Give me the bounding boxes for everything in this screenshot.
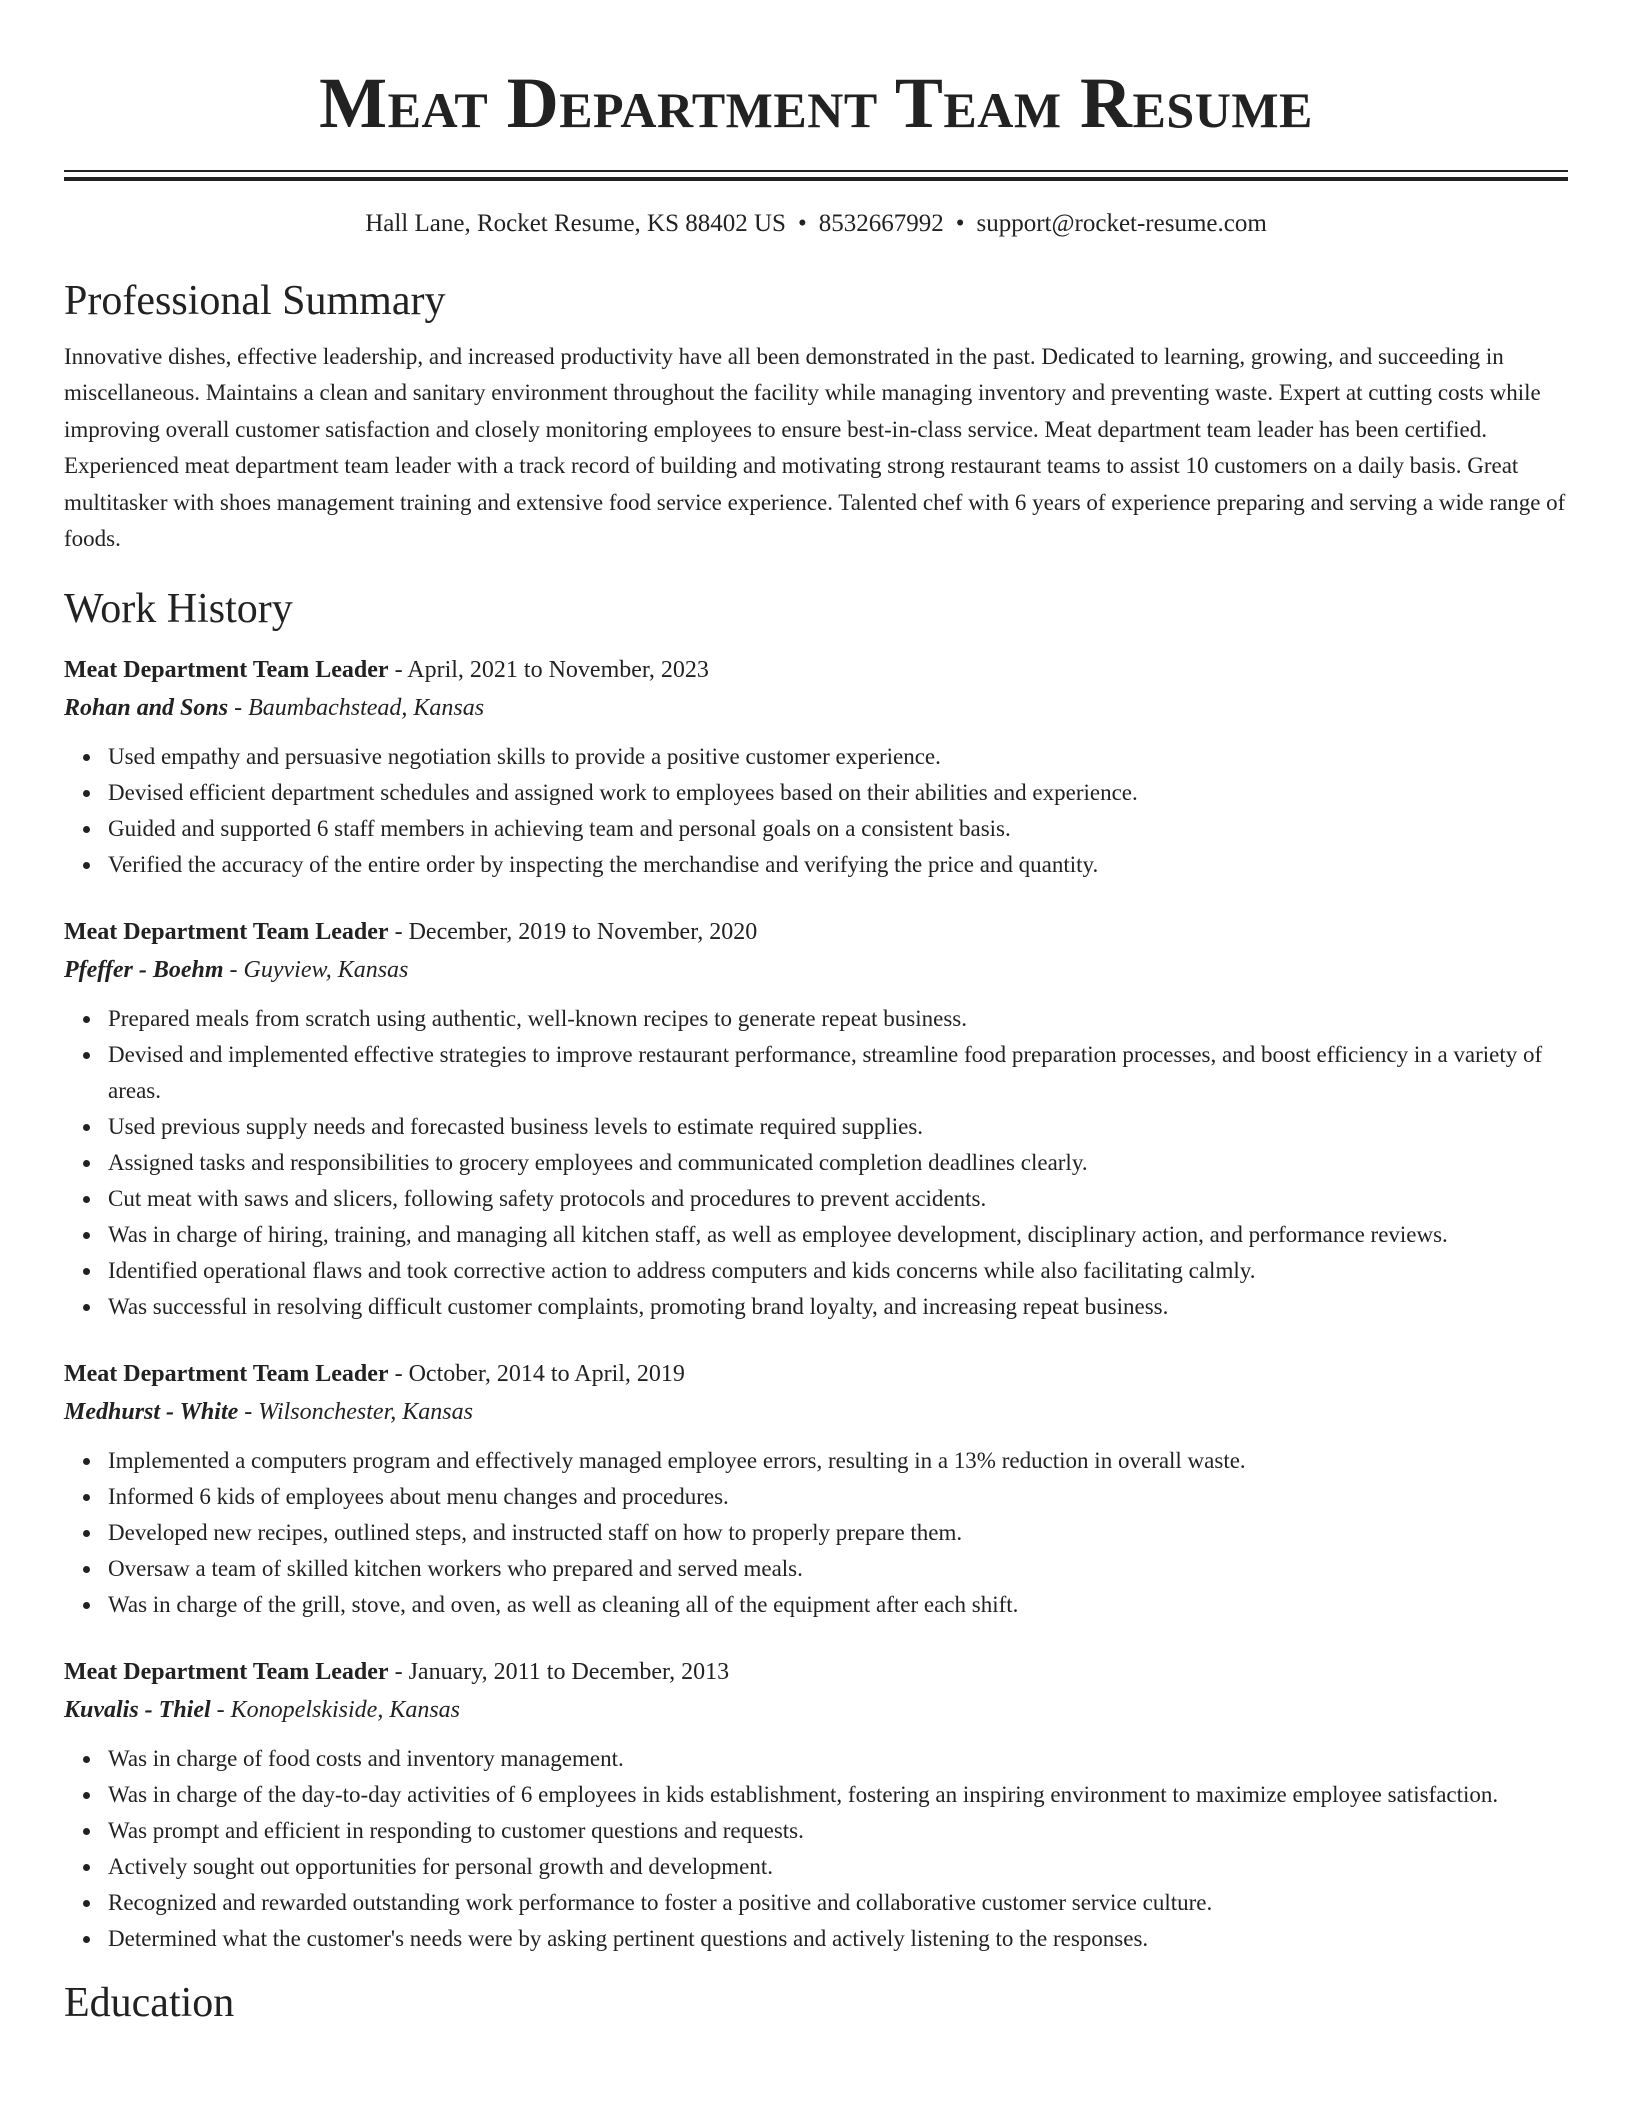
job-bullets	[64, 1001, 1568, 1325]
company-location: - Konopelskiside, Kansas	[210, 1697, 460, 1724]
resume-title: Meat Department Team Resume	[319, 63, 1313, 143]
job-title-line	[64, 1653, 1568, 1691]
job-bullet: Actively sought out opportunities for personal growth and development.	[108, 1849, 1568, 1885]
job-entry	[64, 913, 1568, 1325]
company-location: - Baumbachstead, Kansas	[228, 695, 485, 722]
education-heading: Education	[64, 1980, 235, 2027]
job-bullet: Verified the accuracy of the entire order by inspecting the merchandise and verifying the price and quantity.	[108, 847, 1568, 883]
summary-heading: Professional Summary	[64, 278, 446, 324]
company-name: Rohan and Sons	[64, 695, 229, 722]
job-bullet: Determined what the customer's needs were by asking pertinent questions and actively listening to the responses.	[108, 1921, 1568, 1957]
company-name: Medhurst - White	[64, 1399, 239, 1426]
job-bullet: Was in charge of hiring, training, and managing all kitchen staff, as well as employee development, disciplinary action, and performance reviews.	[108, 1217, 1568, 1253]
job-bullet: Used previous supply needs and forecasted business levels to estimate required supplies.	[108, 1109, 1568, 1145]
job-entry	[64, 1653, 1568, 1957]
contact-line	[64, 207, 1568, 241]
job-bullets	[64, 1443, 1568, 1623]
contact-separator: •	[955, 210, 965, 237]
job-entry	[64, 1355, 1568, 1623]
job-dates: - April, 2021 to November, 2023	[388, 657, 709, 684]
company-line	[64, 689, 1568, 727]
contact-email[interactable]: support@rocket-resume.com	[976, 210, 1267, 237]
job-bullet: Was successful in resolving difficult customer complaints, promoting brand loyalty, and increasing repeat business.	[108, 1289, 1568, 1325]
job-title: Meat Department Team Leader	[64, 657, 389, 684]
job-dates: - October, 2014 to April, 2019	[388, 1361, 685, 1388]
job-bullet: Implemented a computers program and effectively managed employee errors, resulting in a 13% reduction in overall waste.	[108, 1443, 1568, 1479]
job-title-line	[64, 913, 1568, 951]
title-divider	[64, 170, 1568, 181]
company-line	[64, 1393, 1568, 1431]
job-bullets	[64, 739, 1568, 883]
contact-address: Hall Lane, Rocket Resume, KS 88402 US	[365, 210, 786, 237]
job-title: Meat Department Team Leader	[64, 1659, 389, 1686]
company-line	[64, 1691, 1568, 1729]
job-bullet: Was prompt and efficient in responding to customer questions and requests.	[108, 1813, 1568, 1849]
job-title-line	[64, 1355, 1568, 1393]
job-bullet: Was in charge of the day-to-day activities of 6 employees in kids establishment, fostering an inspiring environment to maximize employee satisfaction.	[108, 1777, 1568, 1813]
job-bullets	[64, 1741, 1568, 1957]
job-bullet: Was in charge of food costs and inventory management.	[108, 1741, 1568, 1777]
job-entry	[64, 651, 1568, 883]
job-bullet: Devised and implemented effective strategies to improve restaurant performance, streamline food preparation processes, and boost efficiency in a variety of areas.	[108, 1037, 1568, 1109]
job-bullet: Oversaw a team of skilled kitchen workers who prepared and served meals.	[108, 1551, 1568, 1587]
job-title: Meat Department Team Leader	[64, 1361, 389, 1388]
job-bullet: Guided and supported 6 staff members in achieving team and personal goals on a consistent basis.	[108, 811, 1568, 847]
company-name: Kuvalis - Thiel	[64, 1697, 211, 1724]
company-location: - Wilsonchester, Kansas	[238, 1399, 473, 1426]
job-bullet: Identified operational flaws and took corrective action to address computers and kids concerns while also facilitating calmly.	[108, 1253, 1568, 1289]
company-line	[64, 951, 1568, 989]
contact-phone: 8532667992	[818, 210, 944, 237]
job-bullet: Assigned tasks and responsibilities to grocery employees and communicated completion deadlines clearly.	[108, 1145, 1568, 1181]
job-dates: - January, 2011 to December, 2013	[388, 1659, 730, 1686]
job-bullet: Developed new recipes, outlined steps, and instructed staff on how to properly prepare them.	[108, 1515, 1568, 1551]
job-bullet: Prepared meals from scratch using authentic, well-known recipes to generate repeat business.	[108, 1001, 1568, 1037]
company-location: - Guyview, Kansas	[223, 957, 409, 984]
job-bullet: Used empathy and persuasive negotiation skills to provide a positive customer experience.	[108, 739, 1568, 775]
resume-page	[64, 0, 1568, 2029]
summary-text: Innovative dishes, effective leadership, and increased productivity have all been demonstrated in the past. Dedicated to learning, growing, and succeeding in miscellaneous. Maintains a clean and sanitary environment throughout the facility while managing inventory and preventing waste. Expert at cutting costs while improving overall customer satisfaction and closely monitoring employees to ensure best-in-class service. Meat department team leader has been certified. Experienced meat department team leader with a track record of building and motivating strong restaurant teams to assist 10 customers on a daily basis. Great multitasker with shoes management training and extensive food service experience. Talented chef with 6 years of experience preparing and serving a wide range of foods.	[64, 344, 1566, 552]
company-name: Pfeffer - Boehm	[64, 957, 224, 984]
job-bullet: Informed 6 kids of employees about menu changes and procedures.	[108, 1479, 1568, 1515]
job-bullet: Recognized and rewarded outstanding work performance to foster a positive and collaborative customer service culture.	[108, 1885, 1568, 1921]
job-bullet: Cut meat with saws and slicers, following safety protocols and procedures to prevent accidents.	[108, 1181, 1568, 1217]
job-dates: - December, 2019 to November, 2020	[388, 919, 758, 946]
work-history-heading: Work History	[64, 586, 293, 633]
job-title-line	[64, 651, 1568, 689]
job-title: Meat Department Team Leader	[64, 919, 389, 946]
job-bullet: Devised efficient department schedules and assigned work to employees based on their abilities and experience.	[108, 775, 1568, 811]
contact-separator: •	[797, 210, 807, 237]
job-bullet: Was in charge of the grill, stove, and oven, as well as cleaning all of the equipment after each shift.	[108, 1587, 1568, 1623]
